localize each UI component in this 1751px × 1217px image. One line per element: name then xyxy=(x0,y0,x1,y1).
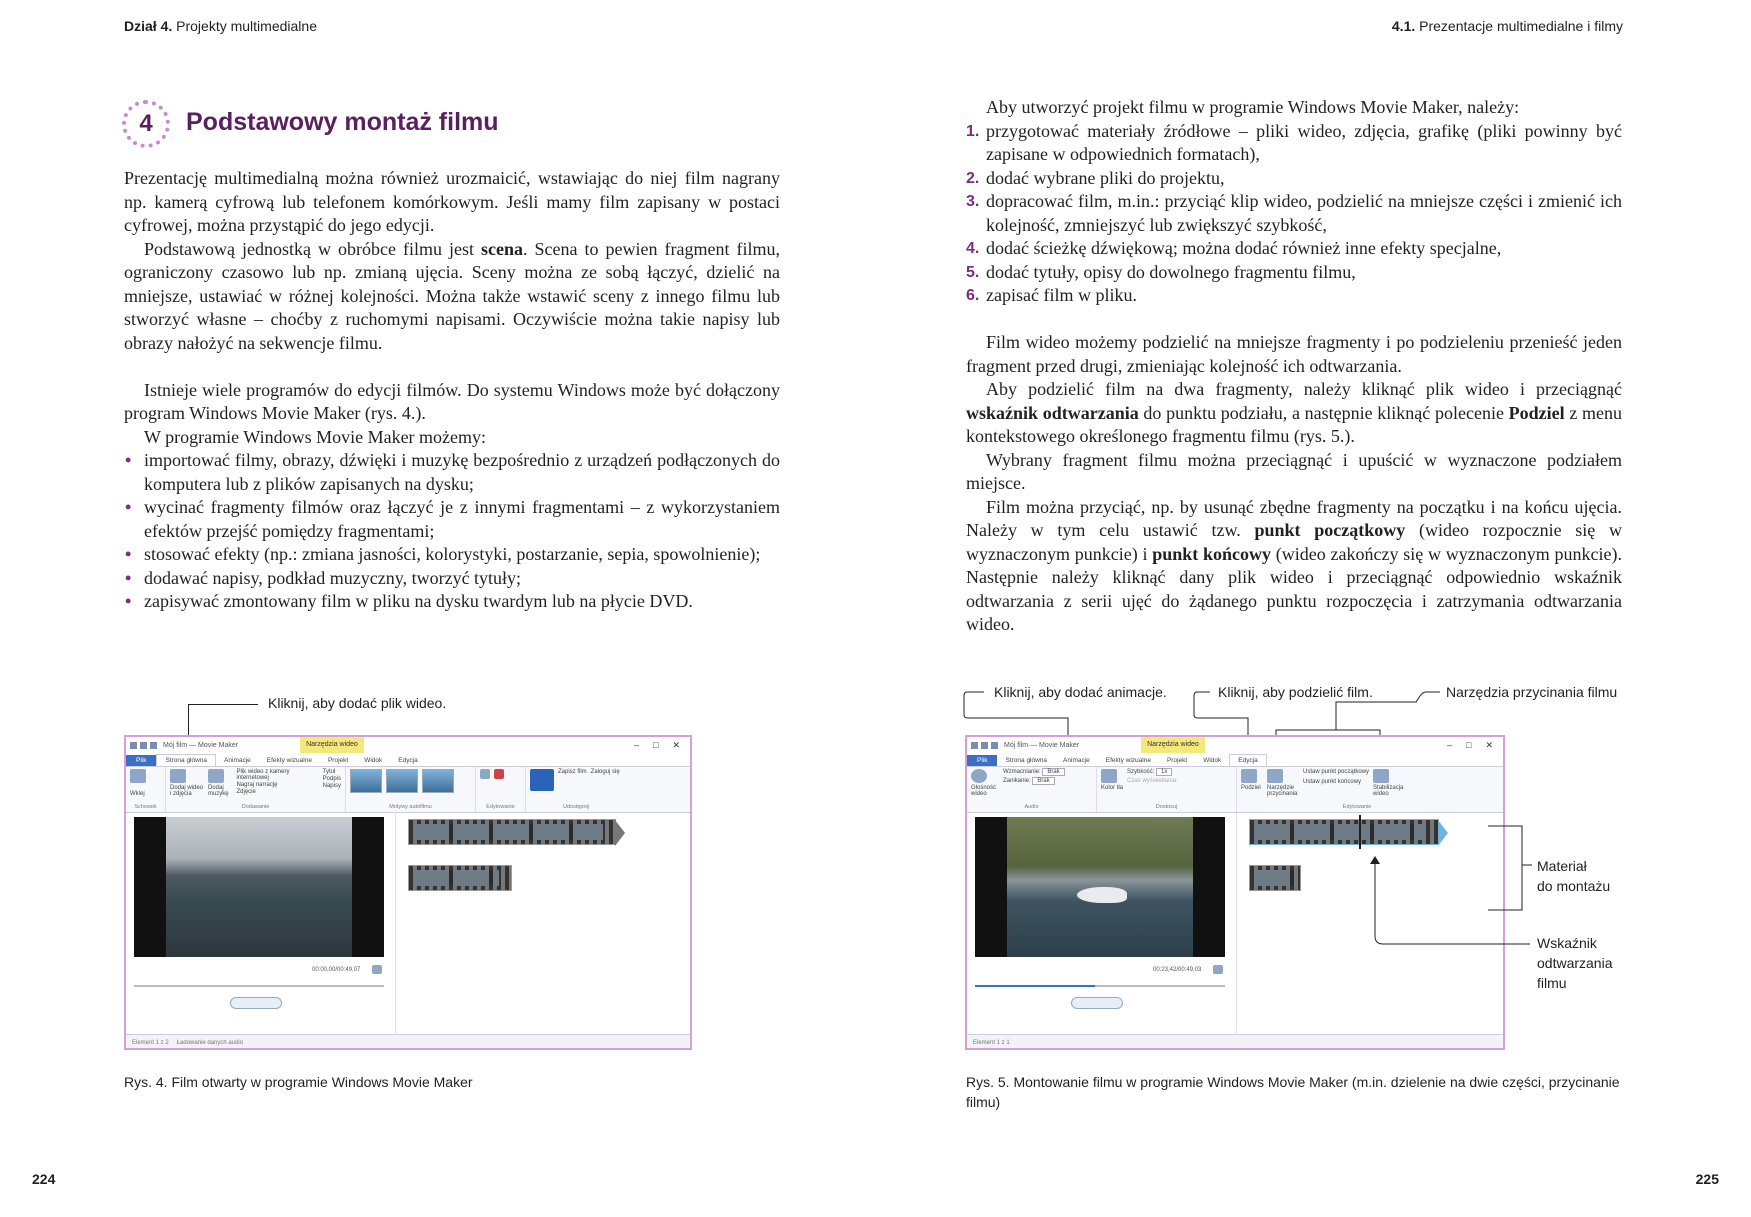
running-head-right-bold: 4.1. xyxy=(1391,18,1416,34)
step-text: przygotować materiały źródłowe – pliki wideo, zdjęcia, grafikę (pliki powinny być zapisane w odpowiednich formatach), xyxy=(986,120,1622,164)
tab-file[interactable]: Plik xyxy=(967,755,997,766)
term-scena: scena xyxy=(481,238,524,259)
tab-view[interactable]: Widok xyxy=(364,757,383,764)
playback-indicator[interactable] xyxy=(1359,815,1361,849)
tab-home[interactable]: Strona główna xyxy=(156,754,216,766)
right-intro: Aby utworzyć projekt filmu w programie Windows Movie Maker, należy: xyxy=(986,97,1520,117)
right-paragraph-1: Film wideo możemy podzielić na mniejsze fragmenty i po podzieleniu przenieść jeden fragment przed drugi, zmieniając kolejność ich odtwarzania. xyxy=(966,332,1622,376)
close-icon[interactable]: ✕ xyxy=(1485,739,1493,750)
list-item: • dodawać napisy, podkład muzyczny, tworzyć tytuły; xyxy=(124,567,780,591)
fig5-callout-animations: Kliknij, aby dodać animacje. xyxy=(994,684,1167,700)
tab-home[interactable]: Strona główna xyxy=(1005,757,1048,764)
tab-project[interactable]: Projekt xyxy=(1166,757,1188,764)
running-head-right-text: Prezentacje multimedialne i filmy xyxy=(1419,18,1623,34)
list-item: • wycinać fragmenty filmów oraz łączyć je z innymi fragmentami – z wykorzystaniem efektów przejść pomiędzy fragmentami; xyxy=(124,496,780,543)
right-p2-text-b: do punktu podziału, a następnie kliknąć polecenie xyxy=(1138,402,1509,423)
fig4-callout-line xyxy=(188,704,258,705)
quick-access-toolbar[interactable] xyxy=(971,742,998,749)
page-number-right: 225 xyxy=(1695,1171,1719,1187)
video-screen xyxy=(975,817,1225,957)
term-punkt-koncowy: punkt końcowy xyxy=(1152,543,1272,564)
music-icon xyxy=(208,769,224,783)
background-color-label: Kolor tła xyxy=(1101,785,1124,791)
status-bar xyxy=(967,1034,1503,1050)
list-item: • zapisywać zmontowany film w pliku na dysku twardym lub na płycie DVD. xyxy=(124,590,780,614)
caption-line: filmu) xyxy=(966,1094,1001,1110)
window-title: Mój film — Movie Maker xyxy=(163,741,239,749)
maximize-icon[interactable]: □ xyxy=(1466,739,1472,750)
left-paragraph-2 xyxy=(124,238,780,356)
group-adjust xyxy=(1097,767,1237,812)
left-paragraph-4: W programie Windows Movie Maker możemy: xyxy=(144,426,487,447)
right-paragraph-3: Wybrany fragment filmu można przeciągnąć i upuścić w wyznaczone podziałem miejsce. xyxy=(966,449,1622,493)
context-tab-label: Narzędzia wideo xyxy=(1141,737,1205,753)
right-p4-text-c: (wideo zakończy się w wyznaczonym punkcie). Następnie należy kliknąć dany plik wideo i przeciągnąć odpowiednio wskaźnik odtwarzania z serii ujęć do żądanego punktu rozpoczęcia i zatrzymania odtwarzania wideo. xyxy=(966,543,1622,634)
group-automovie-themes xyxy=(346,767,476,812)
step-text: zapisać film w pliku. xyxy=(986,285,1137,305)
add-music-label: Dodaj muzykę xyxy=(207,785,229,797)
tab-project[interactable]: Projekt xyxy=(327,757,349,764)
list-item xyxy=(966,120,1622,167)
title-button[interactable]: Tytuł xyxy=(322,769,336,775)
window-title: Mój film — Movie Maker xyxy=(1004,741,1080,749)
storyboard-clip[interactable] xyxy=(408,865,512,891)
left-column xyxy=(124,167,780,614)
fullscreen-icon[interactable] xyxy=(372,965,382,974)
playback-controls[interactable] xyxy=(1071,997,1123,1009)
close-icon[interactable]: ✕ xyxy=(672,739,680,750)
right-p4-text-b: (wideo rozpocznie się w wyznaczonym punkcie) i xyxy=(966,520,1623,564)
group-editing xyxy=(1237,767,1477,812)
fig4-caption: Rys. 4. Film otwarty w programie Windows Movie Maker xyxy=(124,1074,473,1090)
step-number: 4. xyxy=(966,240,980,257)
left-p2-text-b: . Scena to pewien fragment filmu, ograniczony czasowo lub np. zmianą ujęcia. Sceny można ze sobą łączyć, dzielić na mniejsze, ustawiać w różnej kolejności. Można także wstawić sceny z innego filmu lub stworzyć własne – choćby z ruchomymi napisami. Oczywiście można takie napisy lub obrazy nałożyć na sekwencje filmu. xyxy=(124,238,780,353)
step-number: 1. xyxy=(966,122,980,140)
group-label: Motywy autofilmu xyxy=(389,804,432,810)
tab-animations[interactable]: Animacje xyxy=(224,757,251,764)
group-add xyxy=(166,767,346,812)
fig4-callout: Kliknij, aby dodać plik wideo. xyxy=(268,695,447,711)
group-share xyxy=(526,767,626,812)
group-label: Audio xyxy=(1024,804,1039,810)
list-item xyxy=(966,167,1622,191)
storyboard-clip[interactable] xyxy=(1249,865,1301,891)
fullscreen-icon[interactable] xyxy=(1213,965,1223,974)
duration-label: Czas wyświetlania: xyxy=(1127,778,1178,784)
trim-tool-label: Narzędzie przycinania xyxy=(1267,785,1298,797)
tab-visual-effects[interactable]: Efekty wizualne xyxy=(1105,757,1151,764)
step-number: 6. xyxy=(966,287,980,304)
label-line: odtwarzania xyxy=(1537,955,1613,971)
fig4-ribbon xyxy=(126,767,690,813)
step-text: dodać tytuły, opisy do dowolnego fragmentu filmu, xyxy=(986,261,1356,282)
storyboard-clip[interactable] xyxy=(408,819,616,845)
group-editing xyxy=(476,767,526,812)
page-number-left: 224 xyxy=(32,1171,56,1187)
right-p2-text-a: Aby podzielić film na dwa fragmenty, należy kliknąć plik wideo i przeciągnąć xyxy=(986,379,1622,399)
list-item: • stosować efekty (np.: zmiana jasności, kolorystyki, postarzanie, sepia, spowolnienie); xyxy=(124,543,780,567)
webcam-video-button[interactable]: Plik wideo z kamery internetowej xyxy=(236,769,290,781)
right-paragraph-4 xyxy=(966,496,1622,637)
tab-edit[interactable]: Edycja xyxy=(398,757,418,764)
list-item: • importować filmy, obrazy, dźwięki i muzykę bezpośrednio z urządzeń podłączonych do komputera lub z plików zapisanych na dysku; xyxy=(124,449,780,496)
fig4-titlebar xyxy=(126,737,690,753)
fig5-ribbon xyxy=(967,767,1503,813)
step-text: dodać wybrane pliki do projektu, xyxy=(986,167,1225,188)
right-p2-text-c: z menu kontekstowego określonego fragmentu filmu (rys. 5.). xyxy=(966,402,1623,446)
paste-icon[interactable] xyxy=(130,769,146,783)
fig4-workarea xyxy=(126,813,690,1034)
fig4-app-window xyxy=(124,735,692,1050)
section-title: Podstawowy montaż filmu xyxy=(186,108,499,136)
trim-icon xyxy=(1267,769,1283,783)
split-button[interactable] xyxy=(1241,769,1263,791)
sign-in-button[interactable]: Zaloguj się xyxy=(590,769,620,775)
fig5-titlebar xyxy=(967,737,1503,753)
group-clipboard xyxy=(126,767,166,812)
group-label: Schowek xyxy=(134,804,157,810)
background-color-button[interactable] xyxy=(1101,769,1123,791)
split-icon xyxy=(1241,769,1257,783)
right-column xyxy=(966,96,1622,637)
tab-animations[interactable]: Animacje xyxy=(1063,757,1090,764)
seek-bar[interactable] xyxy=(134,985,384,987)
step-number: 3. xyxy=(966,193,980,210)
caption-button[interactable]: Podpis xyxy=(322,776,341,782)
set-end-point-button[interactable]: Ustaw punkt końcowy xyxy=(1303,779,1362,785)
label-line: Wskaźnik xyxy=(1537,935,1597,951)
tab-view[interactable]: Widok xyxy=(1203,757,1222,764)
preview-pane xyxy=(967,813,1237,1034)
speed-label: Szybkość: xyxy=(1127,769,1155,775)
minimize-icon[interactable]: – xyxy=(634,739,640,750)
list-item xyxy=(966,190,1622,237)
label-line: do montażu xyxy=(1537,878,1611,894)
right-paragraph-2 xyxy=(966,378,1622,449)
step-number: 2. xyxy=(966,169,980,187)
tab-visual-effects[interactable]: Efekty wizualne xyxy=(266,757,312,764)
record-narration-button[interactable]: Nagraj narrację xyxy=(236,782,278,788)
tab-file[interactable]: Plik xyxy=(126,755,156,766)
seek-progress xyxy=(975,985,1095,987)
video-screen xyxy=(134,817,384,957)
fig5-label-pointer xyxy=(1537,933,1613,993)
capabilities-list xyxy=(124,449,780,614)
fig5-callout-split: Kliknij, aby podzielić film. xyxy=(1218,684,1373,700)
term-podziel: Podziel xyxy=(1508,402,1565,423)
group-label: Dostosuj xyxy=(1155,804,1178,810)
status-loading: Ładowanie danych audio xyxy=(176,1039,244,1046)
video-frame xyxy=(1007,817,1193,957)
add-video-button[interactable] xyxy=(170,769,204,797)
step-text: dodać ścieżkę dźwiękową; można dodać również inne efekty specjalne, xyxy=(986,238,1502,258)
running-head-left-bold: Dział 4. xyxy=(124,18,173,34)
term-punkt-poczatkowy: punkt początkowy xyxy=(1254,520,1406,540)
video-stabilization-button[interactable] xyxy=(1373,769,1403,797)
minimize-icon[interactable]: – xyxy=(1447,739,1453,750)
label-line: filmu xyxy=(1537,975,1567,991)
list-item xyxy=(966,261,1622,285)
running-head-right xyxy=(1392,18,1623,34)
list-item xyxy=(966,237,1622,261)
fade-in-label: Wzmacnianie: xyxy=(1003,769,1041,775)
snapshot-button[interactable]: Zdjęcie xyxy=(236,789,256,795)
preview-pane xyxy=(126,813,396,1034)
stabilization-icon xyxy=(1373,769,1389,783)
film-icon xyxy=(170,769,186,783)
label-line: Materiał xyxy=(1537,858,1587,874)
delete-icon[interactable] xyxy=(494,769,504,779)
split-label: Podziel xyxy=(1241,785,1261,791)
timecode: 00:00,00/00:49,07 xyxy=(312,967,361,973)
fig5-callout-trim-tools: Narzędzia przycinania filmu xyxy=(1446,684,1618,700)
fig4-ribbon-tabs xyxy=(126,753,690,767)
add-music-button[interactable] xyxy=(208,769,233,797)
term-wskaznik: wskaźnik odtwarzania xyxy=(966,402,1139,423)
fig5-caption xyxy=(966,1072,1620,1112)
caption-line: Rys. 5. Montowanie filmu w programie Windows Movie Maker (m.in. dzielenie na dwie części, przycinanie xyxy=(966,1074,1620,1090)
credits-button[interactable]: Napisy xyxy=(322,783,341,789)
onedrive-icon[interactable] xyxy=(530,769,554,791)
timecode: 00:23,42/00:49,03 xyxy=(1153,967,1202,973)
fade-out-select[interactable]: Brak xyxy=(1032,777,1054,785)
fig5-ribbon-tabs xyxy=(967,753,1503,767)
fade-out-label: Zanikanie: xyxy=(1003,778,1031,784)
video-volume-button[interactable] xyxy=(971,769,999,797)
section-number: 4 xyxy=(139,110,153,137)
fig5-side-lines xyxy=(1370,820,1530,1000)
list-item xyxy=(966,284,1622,308)
video-frame xyxy=(166,817,352,957)
status-item-count: Element 1 z 2 xyxy=(132,1039,169,1046)
save-movie-button[interactable]: Zapisz film xyxy=(558,769,587,775)
trim-tool-button[interactable] xyxy=(1267,769,1299,797)
group-label: Edytowanie xyxy=(486,804,515,810)
group-audio xyxy=(967,767,1097,812)
group-label: Edytowanie xyxy=(1342,804,1372,810)
boat-shape xyxy=(1077,887,1127,903)
section-number-badge xyxy=(122,100,170,148)
steps-list xyxy=(966,120,1622,308)
step-number: 5. xyxy=(966,263,980,281)
group-label: Dodawanie xyxy=(241,804,270,810)
theme-thumbnail[interactable] xyxy=(386,769,418,793)
running-head-left-text: Projekty multimedialne xyxy=(176,18,317,34)
step-text: dopracować film, m.in.: przyciąć klip wideo, podzielić na mniejsze części i zmienić ich kolejność, zmniejszyć lub zwiększyć szybkość, xyxy=(986,191,1622,235)
theme-thumbnail[interactable] xyxy=(350,769,382,793)
video-volume-label: Głośność wideo xyxy=(971,785,997,797)
tab-edit[interactable]: Edycja xyxy=(1229,754,1267,766)
fade-in-select[interactable]: Brak xyxy=(1042,768,1064,776)
playback-controls[interactable] xyxy=(230,997,282,1009)
left-paragraph-3: Istnieje wiele programów do edycji filmów. Do systemu Windows może być dołączony program Windows Movie Maker (rys. 4.). xyxy=(124,379,780,423)
quick-access-toolbar[interactable] xyxy=(130,742,157,749)
maximize-icon[interactable]: □ xyxy=(653,739,659,750)
add-video-label: Dodaj wideo i zdjęcia xyxy=(170,785,204,797)
set-start-point-button[interactable]: Ustaw punkt początkowy xyxy=(1303,769,1370,775)
theme-thumbnail[interactable] xyxy=(422,769,454,793)
status-bar xyxy=(126,1034,690,1050)
fig5-label-material xyxy=(1537,856,1610,896)
volume-icon xyxy=(971,769,987,783)
paint-bucket-icon xyxy=(1101,769,1117,783)
rotate-icon[interactable] xyxy=(480,769,490,779)
running-head-left xyxy=(124,18,317,34)
status-item-count: Element 1 z 1 xyxy=(973,1039,1010,1046)
group-label: Udostępnij xyxy=(563,804,589,810)
left-paragraph-1: Prezentację multimedialną można również urozmaicić, wstawiając do niej film nagrany np. kamerą cyfrową lub telefonem komórkowym. Jeśli mamy film zapisany w postaci cyfrowej, można przystąpić do jego edycji. xyxy=(124,168,780,235)
speed-select[interactable]: 1x xyxy=(1156,768,1172,776)
left-p2-text-a: Podstawową jednostką w obróbce filmu jest xyxy=(144,238,482,259)
right-p4-text-a: Film można przyciąć, np. by usunąć zbędne fragmenty na początku i na końcu ujęcia. Należy w tym celu ustawić tzw. xyxy=(966,496,1622,540)
video-stabilization-label: Stabilizacja wideo xyxy=(1373,785,1404,797)
storyboard-pane xyxy=(396,813,690,1034)
paste-button-label[interactable]: Wklej xyxy=(130,790,145,797)
context-tab-label: Narzędzia wideo xyxy=(300,737,364,753)
